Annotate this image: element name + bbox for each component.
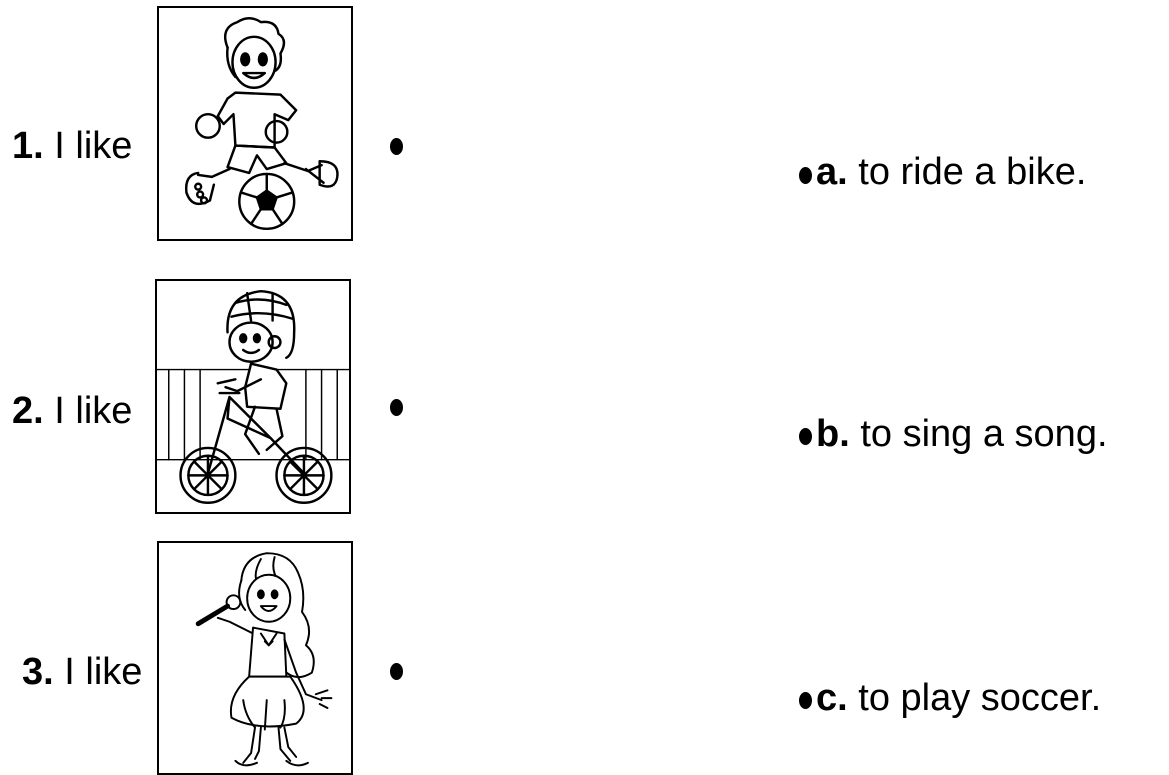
prompt-2 (12, 392, 132, 430)
answer-c-text: to play soccer. (858, 677, 1102, 719)
answer-a-text: to ride a bike. (858, 151, 1087, 193)
boy-kicking-soccer-ball-icon (159, 8, 351, 239)
answer-b (816, 415, 1108, 453)
picture-bike (155, 279, 351, 514)
match-dot-1[interactable] (390, 138, 403, 155)
match-dot-3[interactable] (390, 663, 403, 680)
answer-c-letter: c. (816, 677, 848, 719)
answer-b-letter: b. (816, 413, 850, 455)
prompt-1 (12, 127, 132, 165)
prompt-3 (22, 653, 142, 691)
match-dot-2[interactable] (390, 399, 403, 416)
child-riding-bike-icon (157, 281, 349, 512)
prompt-3-text: I like (64, 651, 143, 693)
prompt-3-number: 3. (22, 651, 54, 693)
answer-a (816, 153, 1086, 191)
prompt-1-text: I like (54, 125, 133, 167)
picture-sing (157, 541, 353, 775)
match-dot-c[interactable] (799, 692, 812, 709)
answer-b-text: to sing a song. (860, 413, 1108, 455)
answer-a-letter: a. (816, 151, 848, 193)
girl-singing-microphone-icon (159, 543, 351, 773)
prompt-2-text: I like (54, 390, 133, 432)
match-dot-b[interactable] (799, 428, 812, 445)
picture-soccer (157, 6, 353, 241)
answer-c (816, 679, 1101, 717)
match-dot-a[interactable] (799, 167, 812, 184)
prompt-1-number: 1. (12, 125, 44, 167)
prompt-2-number: 2. (12, 390, 44, 432)
